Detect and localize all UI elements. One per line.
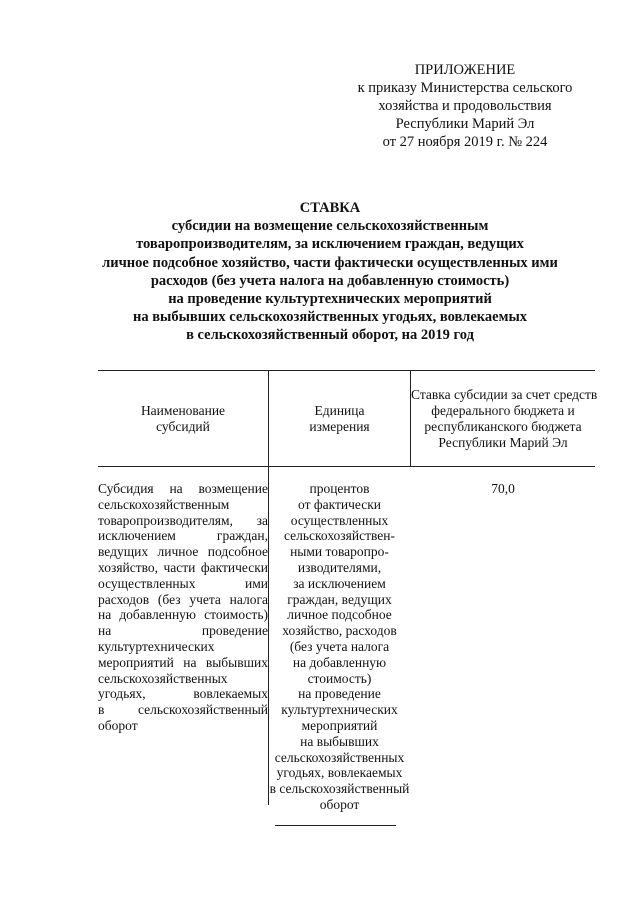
unit-line: на проведение (298, 686, 381, 702)
subsidy-name-word: в (98, 702, 105, 718)
subsidy-name-line (98, 481, 268, 497)
subsidy-name-line (98, 686, 268, 702)
document-title-line: на проведение культуртехнических мероприятий (168, 291, 492, 308)
subsidy-name-word: вовлекаемых (193, 686, 268, 702)
appendix-line: хозяйства и продовольствия (378, 98, 552, 114)
appendix-line: Республики Марий Эл (395, 116, 535, 132)
unit-line: сельскохозяйственных (274, 749, 405, 765)
header-rate-line: Республики Марий Эл (438, 435, 568, 450)
appendix-line: от 27 ноября 2019 г. № 224 (382, 134, 548, 150)
unit-line: в сельскохозяйственный (269, 781, 410, 797)
subsidy-name-word: на (98, 623, 112, 639)
unit-line: граждан, ведущих (287, 591, 392, 607)
header-rate-line: федерального бюджета и (431, 403, 575, 418)
header-name-line: Наименование (140, 403, 226, 418)
subsidy-name-line (98, 592, 268, 608)
unit-line: личное подсобное (287, 607, 392, 623)
subsidy-name-word: части (163, 559, 196, 575)
subsidy-name-line (98, 671, 268, 687)
subsidy-name-word: оборот (98, 717, 138, 733)
document-title (60, 199, 600, 345)
subsidy-name-word: расходов (98, 591, 150, 607)
subsidy-name-word: угодьях, (98, 686, 146, 702)
subsidy-name-line (98, 544, 268, 560)
header-unit-line: измерения (309, 419, 370, 434)
subsidy-name-word: на (183, 654, 197, 670)
header-rate-line: республиканского бюджета (424, 419, 582, 434)
header-unit (269, 403, 410, 435)
subsidy-name-word: культуртехнических (98, 638, 215, 654)
document-title-line: на выбывших сельскохозяйственных угодьях, вовлекаемых (132, 309, 528, 326)
unit-line: от фактически (298, 496, 381, 512)
subsidy-name-word: личное (157, 544, 199, 560)
document-title-line: личное подсобное хозяйство, части фактически осуществленных ими (102, 254, 558, 271)
subsidy-name-line (98, 576, 268, 592)
subsidy-name-word: выбывших (205, 654, 268, 670)
unit-line: стоимость) (307, 670, 372, 686)
subsidy-name-line (98, 718, 268, 734)
unit-line: (без учета налога (289, 638, 390, 654)
unit-line: оборот (319, 796, 360, 812)
unit-line: сельскохозяйствен- (284, 528, 395, 544)
subsidy-name-word: ведущих (98, 544, 149, 560)
subsidy-name-word: на (169, 481, 183, 496)
header-name (98, 403, 268, 435)
subsidy-name-line (98, 639, 268, 655)
subsidy-name-line (98, 702, 268, 718)
subsidy-name-word: добавленную (119, 607, 197, 623)
unit-line: за исключением (293, 575, 386, 591)
subsidy-name-word: стоимость) (204, 607, 268, 623)
unit-line: угодьях, вовлекаемых (276, 765, 403, 781)
subsidy-name-word: ими (245, 575, 268, 591)
subsidy-name-word: возмещение (198, 481, 268, 496)
unit-line: на добавленную (292, 654, 387, 670)
subsidy-name-word: исключением (98, 528, 176, 544)
subsidy-name-word: товаропроизводителям, (98, 512, 233, 528)
document-title-line: товаропроизводителям, за исключением граждан, ведущих (136, 236, 524, 253)
subsidy-name-line (98, 528, 268, 544)
unit-cell (269, 481, 410, 813)
subsidy-name-word: граждан, (216, 528, 268, 544)
subsidy-name-line (98, 623, 268, 639)
unit-line: хозяйство, расходов (282, 623, 397, 639)
document-title-line: расходов (без учета налога на добавленную стоимость) (150, 272, 510, 289)
subsidy-name-word: сельскохозяйственным (98, 496, 230, 512)
subsidy-name-word: проведение (201, 623, 268, 639)
subsidy-name-cell (98, 481, 268, 734)
subsidy-name-word: сельскохозяйственный (138, 702, 268, 718)
document-title-line: субсидии на возмещение сельскохозяйственным (171, 218, 489, 235)
subsidy-name-word: учета (189, 591, 221, 607)
header-rate (411, 387, 598, 451)
subsidy-name-word: (без (157, 591, 181, 607)
subsidy-name-word: за (256, 512, 268, 528)
subsidy-name-line (98, 513, 268, 529)
document-title-main: СТАВКА (299, 200, 361, 216)
unit-line: мероприятий (301, 717, 378, 733)
rate-cell: 70,0 (491, 481, 515, 496)
appendix-header (330, 61, 600, 151)
unit-line: на выбывших (300, 733, 379, 749)
subsidy-name-word: хозяйство, (98, 559, 159, 575)
subsidy-name-word: налога (229, 591, 268, 607)
subsidy-name-word: Субсидия (98, 481, 154, 496)
unit-line: осуществленных (290, 512, 389, 528)
unit-line: процентов (309, 481, 370, 496)
subsidy-name-line (98, 560, 268, 576)
subsidy-name-word: осуществленных (98, 575, 196, 591)
subsidy-name-word: подсобное (207, 544, 268, 560)
end-rule (275, 825, 396, 826)
subsidy-name-word: мероприятий (98, 654, 174, 670)
subsidy-name-line (98, 497, 268, 513)
subsidy-name-word: на (98, 607, 112, 623)
subsidy-name-word: фактически (200, 559, 268, 575)
document-title-line: в сельскохозяйственный оборот, на 2019 год (186, 327, 474, 344)
subsidy-name-word: сельскохозяйственных (98, 670, 228, 686)
unit-line: культуртехнических (281, 702, 398, 718)
unit-line: изводителями, (297, 559, 382, 575)
table-header-rule (98, 466, 595, 467)
subsidy-name-line (98, 655, 268, 671)
header-rate-line: Ставка субсидии за счет средств (411, 387, 598, 402)
unit-line: ными товаропро- (290, 544, 389, 560)
table-top-rule (98, 370, 595, 371)
subsidy-name-line (98, 607, 268, 623)
header-unit-line: Единица (314, 403, 365, 418)
header-name-line: субсидий (156, 419, 210, 434)
appendix-title: ПРИЛОЖЕНИЕ (414, 62, 516, 78)
appendix-line: к приказу Министерства сельского (357, 80, 573, 96)
